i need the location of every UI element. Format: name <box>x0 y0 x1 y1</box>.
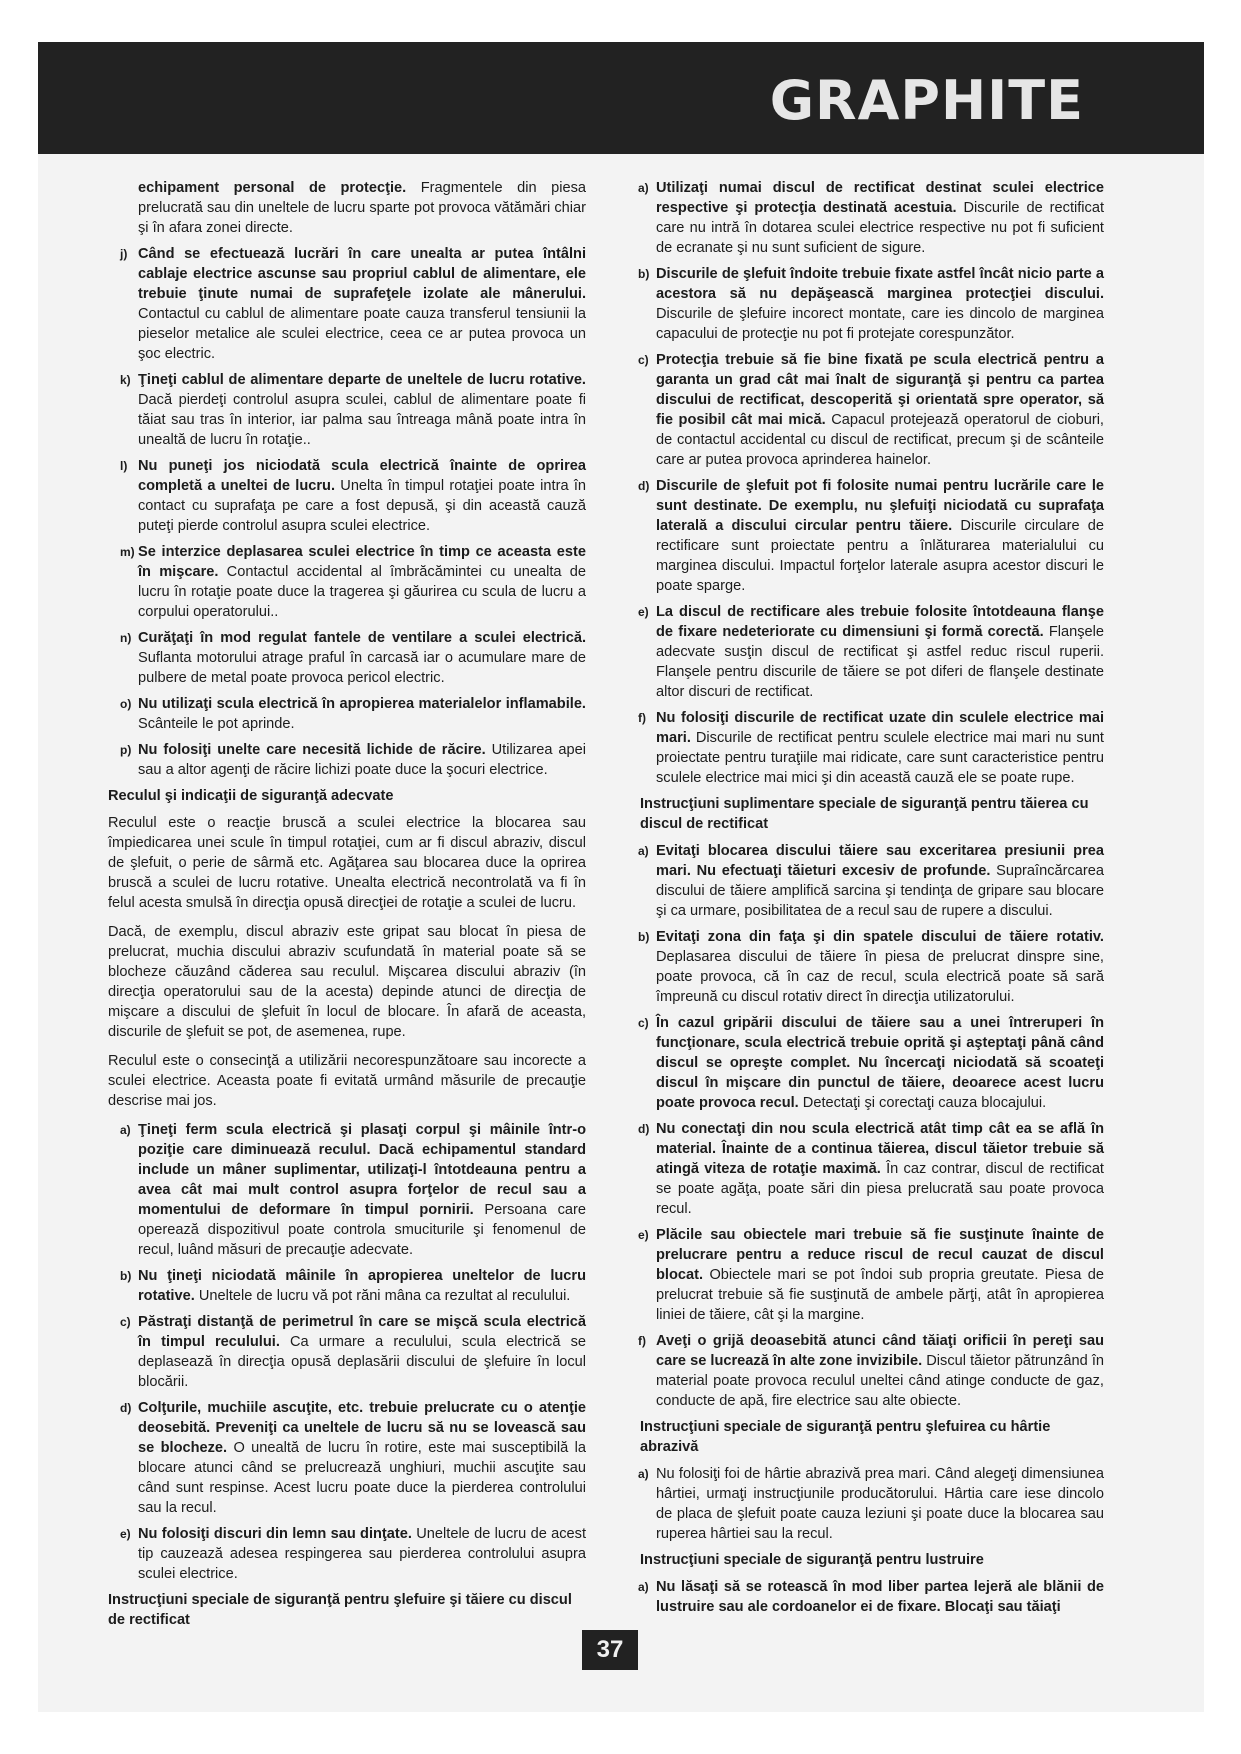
item-marker: a) <box>638 844 649 858</box>
item-marker: e) <box>638 1228 649 1242</box>
item-bold-text: Nu folosiţi discuri din lemn sau dinţate. <box>138 1526 412 1542</box>
item-marker: a) <box>120 1123 131 1137</box>
item-marker: f) <box>638 1334 646 1348</box>
item-text: Discurile de şlefuire incorect montate, care ies dincolo de marginea capacului de protecţie nu pot fi protejate corespunzător. <box>656 306 1104 342</box>
item-marker: a) <box>638 1467 649 1481</box>
list-item <box>122 1398 586 1518</box>
item-text: Flanşele adecvate susţin discul de rectificat şi astfel reduc riscul ruperii. Flanşele pentru discurile de tăiere se pot diferi de flanşele destinate altor discuri de rectificat. <box>656 624 1104 700</box>
item-text: Uneltele de lucru de acest tip cauzează adesea respingerea sau pierderea controlului asupra sculei electrice. <box>138 1526 586 1582</box>
item-bold-text: Nu utilizaţi scula electrică în apropierea materialelor inflamabile. <box>138 696 586 712</box>
item-bold-text: Nu folosiţi discurile de rectificat uzate din sculele electrice mai mari. <box>656 710 1104 746</box>
item-marker: n) <box>120 631 132 645</box>
item-bold-text: Utilizaţi numai discul de rectificat destinat sculei electrice respective şi protecţia destinată acestuia. <box>656 180 1104 216</box>
item-text: Discul tăietor pătrunzând în material poate provoca reculul uneltei când atinge conducte de gaz, conducte de apă, fire electrice sau alte obiecte. <box>656 1353 1104 1409</box>
item-text: Obiectele mari se pot îndoi sub propria greutate. Piesa de prelucrat trebuie să fie susţinută de ambele părţi, atât în apropierea liniei de tăiere, cât şi la margine. <box>656 1267 1104 1323</box>
left-safety-list <box>122 244 586 780</box>
header-bar <box>38 42 1204 154</box>
item-text: Suflanta motorului atrage praful în carcasă iar o acumulare mare de pulbere de metal poate provoca pericol electric. <box>138 650 586 686</box>
list-item <box>640 841 1104 921</box>
disc-list <box>640 178 1104 788</box>
item-text: Unelta în timpul rotaţiei poate intra în contact cu suprafaţa pe care a fost depusă, şi din această cauză puteţi pierde controlul asupra sculei electrice. <box>138 478 586 534</box>
item-text: Ca urmare a reculului, scula electrică se deplasează în direcţia opusă deplasării discului de şlefuire în locul blocării. <box>138 1334 586 1390</box>
item-text: Contactul cu cablul de alimentare poate cauza transferul tensiunii la pieselor metalice ale sculei electrice, ceea ce ar putea provoca un şoc electric. <box>138 306 586 362</box>
item-marker: b) <box>120 1269 132 1283</box>
item-bold-text: Nu puneţi jos niciodată scula electrică înainte de oprirea completă a uneltei de lucru. <box>138 458 586 494</box>
item-bold-text: Ţineţi cablul de alimentare departe de uneltele de lucru rotative. <box>138 372 586 388</box>
list-item <box>640 1119 1104 1219</box>
list-item <box>122 456 586 536</box>
left-column <box>108 178 587 1637</box>
item-marker: j) <box>120 247 128 261</box>
item-bold-text: La discul de rectificare ales trebuie folosite întotdeauna flanşe de fixare nedeteriorate cu dimensiuni şi formă corectă. <box>656 604 1104 640</box>
item-marker: p) <box>120 743 132 757</box>
item-bold-text: Se interzice deplasarea sculei electrice în timp ce aceasta este în mişcare. <box>138 544 586 580</box>
list-item <box>640 1013 1104 1113</box>
item-marker: b) <box>638 267 650 281</box>
item-text: Detectaţi şi corectaţi cauza blocajului. <box>798 1095 1047 1111</box>
item-bold-text: Când se efectuează lucrări în care unealta ar putea întâlni cablaje electrice ascunse sau propriul cablul de alimentare, ele trebuie ţinute numai de suprafeţele izolate ale mânerului. <box>138 246 586 302</box>
item-text: Discurile de rectificat care nu intră în dotarea sculei electrice respective nu pot fi suficient de ecranate şi nu sunt suficient de sigure. <box>656 200 1105 256</box>
recul-paragraphs <box>108 813 586 1111</box>
item-marker: c) <box>638 1016 649 1030</box>
item-text: Deplasarea discului de tăiere în piesa de prelucrat dinspre sine, poate provoca, că în caz de recul, scula electrică poate să sară împreună cu discul rotativ direct în direcţia utilizatorului. <box>656 949 1104 1005</box>
list-item <box>122 542 586 622</box>
list-item <box>122 628 586 688</box>
item-text: Capacul protejează operatorul de cioburi, de contactul accidental cu discul de rectificat, precum şi de scânteile care ar putea provoca aprinderea hainelor. <box>656 412 1104 468</box>
brand-logo: GRAPHITE <box>769 69 1084 132</box>
item-bold-text: Plăcile sau obiectele mari trebuie să fie susţinute înainte de prelucrare pentru a reduce riscul de recul cauzat de discul blocat. <box>656 1227 1104 1283</box>
body-paragraph: Reculul este o reacţie bruscă a sculei electrice la blocarea sau împiedicarea unei scule în timpul rotaţiei, cum ar fi discul abraziv, discul de şlefuit, o perie de sârmă etc. Agăţarea sau blocarea duce la oprirea bruscă a sculei de lucru rotative. Unealta electrică necontrolată va fi în felul acesta smulsă în direcţia opusă direcţiei de rotaţie a sculei de lucru. <box>108 815 586 911</box>
item-marker: l) <box>120 459 128 473</box>
item-bold-text: Colţurile, muchiile ascuţite, etc. trebuie prelucrate cu o atenţie deosebită. Preveniţi ca uneltele de lucru să nu se lovească sau se blocheze. <box>138 1400 586 1456</box>
section-heading-recul: Reculul şi indicaţii de siguranţă adecvate <box>108 788 394 804</box>
item-bold-text: Nu lăsaţi să se rotească în mod liber partea lejeră ale blănii de lustruire sau ale cordoanelor ei de fixare. Blocaţi sau tăiaţi <box>656 1579 1104 1615</box>
list-item <box>640 927 1104 1007</box>
right-column <box>640 178 1104 1623</box>
list-item <box>122 1266 586 1306</box>
cutting-list <box>640 841 1104 1411</box>
list-item <box>640 178 1104 258</box>
list-item <box>640 1331 1104 1411</box>
item-marker: c) <box>120 1315 131 1329</box>
section-heading-slefuire: Instrucţiuni speciale de siguranţă pentru şlefuire şi tăiere cu discul de rectificat <box>108 1592 572 1628</box>
list-item <box>122 740 586 780</box>
item-text: O unealtă de lucru în rotire, este mai susceptibilă la blocare atunci când se prelucrează unghiuri, muchii ascuţite sau când sunt respinse. Acest lucru poate duce la pierderea controlului sau la recul. <box>138 1440 586 1516</box>
list-item <box>640 1464 1104 1544</box>
list-item <box>122 1312 586 1392</box>
intro-paragraph: echipament personal de protecţie. Fragmentele din piesa prelucrată sau din uneltele de lucru sparte pot provoca vătămări chiar şi în afara zonei directe. <box>138 180 587 236</box>
item-marker: d) <box>638 479 650 493</box>
item-marker: f) <box>638 711 646 725</box>
item-text: În caz contrar, discul de rectificat se poate agăţa, poate sări din piesa prelucrată sau poate provoca recul. <box>656 1161 1104 1217</box>
list-item <box>122 1524 586 1584</box>
body-paragraph: Reculul este o consecinţă a utilizării necorespunzătoare sau incorecte a sculei electrice. Aceasta poate fi evitată urmând măsurile de precauţie descrise mai jos. <box>108 1053 586 1109</box>
item-marker: d) <box>638 1122 650 1136</box>
section-heading-lustruire: Instrucţiuni speciale de siguranţă pentru lustruire <box>640 1552 984 1568</box>
item-bold-text: Evitaţi zona din faţa şi din spatele discului de tăiere rotativ. <box>656 929 1104 945</box>
item-bold-text: Evitaţi blocarea discului tăiere sau exceritarea presiunii prea mari. Nu efectuaţi tăieturi excesiv de profunde. <box>656 843 1104 879</box>
item-marker: b) <box>638 930 650 944</box>
item-text: Contactul accidental al îmbrăcămintei cu unealta de lucru în rotaţie poate duce la tragerea şi găurirea cu scula de lucru a corpului operatorului.. <box>138 564 586 620</box>
item-text: Discurile de rectificat pentru sculele electrice mai mari nu sunt proiectate pentru turaţiile mai ridicate, care sunt caracteristice pentru sculele electrice mai mici şi din această cauză ele se poate rupe. <box>656 730 1104 786</box>
item-marker: m) <box>120 545 135 559</box>
item-bold-text: Nu conectaţi din nou scula electrică atât timp cât ea se află în material. Înainte de a continua tăierea, discul tăietor trebuie să atingă viteza de rotaţie maximă. <box>656 1121 1104 1177</box>
list-item <box>122 244 586 364</box>
item-text: Supraîncărcarea discului de tăiere amplifică sarcina şi tendinţa de gripare sau blocare şi ca urmare, posibilitatea de a recul sau de rupere a discului. <box>656 863 1104 919</box>
list-item <box>640 708 1104 788</box>
list-item <box>640 264 1104 344</box>
list-item <box>640 602 1104 702</box>
item-text: Nu folosiţi foi de hârtie abrazivă prea mari. Când alegeţi dimensiunea hârtiei, urmaţi instrucţiunile producătorului. Hârtia care iese dincolo de placa de şlefuit poate cauza leziuni şi poate duce la blocarea sau ruperea hârtiei sau la recul. <box>656 1466 1104 1542</box>
item-bold-text: Protecţia trebuie să fie bine fixată pe scula electrică pentru a garanta un grad cât mai înalt de siguranţă şi pentru ca partea discului de rectificat, descoperită şi orientată spre operator, să fie posibil cât mai mică. <box>656 352 1104 428</box>
section-heading-taiere: Instrucţiuni suplimentare speciale de siguranţă pentru tăierea cu discul de rectificat <box>640 796 1089 832</box>
item-bold-text: Păstraţi distanţă de perimetrul în care se mişcă scula electrică în timpul reculului. <box>138 1314 586 1350</box>
item-bold-text: Discurile de şlefuit pot fi folosite numai pentru lucrările care le sunt destinate. De exemplu, nu şlefuiţi niciodată cu suprafaţa laterală a discului circular pentru tăiere. <box>656 478 1104 534</box>
item-bold-text: Aveţi o grijă deoasebită atunci când tăiaţi orificii în pereţi sau care se lucrează în alte zone invizibile. <box>656 1333 1104 1369</box>
item-marker: d) <box>120 1401 132 1415</box>
list-item <box>640 1225 1104 1325</box>
item-text: Discurile circulare de rectificare sunt proiectate pentru a înlăturarea materialului cu marginea discului. Impactul forţelor laterale asupra acestor discuri le poate sparge. <box>656 518 1104 594</box>
recul-list <box>122 1120 586 1584</box>
sandpaper-list <box>640 1464 1104 1544</box>
item-marker: e) <box>120 1527 131 1541</box>
list-item <box>122 1120 586 1260</box>
item-marker: k) <box>120 373 131 387</box>
list-item <box>640 1577 1104 1617</box>
item-marker: e) <box>638 605 649 619</box>
body-paragraph: Dacă, de exemplu, discul abraziv este gripat sau blocat în piesa de prelucrat, muchia discului abraziv scufundată în material poate să se blocheze căuzând căderea sau reculul. Mişcarea discului abraziv (în direcţia operatorului sau de la acesta) depinde atunci de direcţia de mişcare a discului de şlefuit în locul de blocare. În afară de aceasta, discurile de şlefuit se pot, de asemenea, rupe. <box>108 924 586 1040</box>
item-text: Dacă pierdeţi controlul asupra sculei, cablul de alimentare poate fi tăiat sau tras în interior, iar palma sau întreaga mână poate intra în unealtă de lucru în rotaţie.. <box>138 392 586 448</box>
polishing-list <box>640 1577 1104 1617</box>
item-marker: a) <box>638 1580 649 1594</box>
item-text: Persoana care operează dispozitivul poate controla smuciturile şi fenomenul de recul, luând măsuri de precauţie adecvate. <box>138 1202 586 1258</box>
item-bold-text: Ţineţi ferm scula electrică şi plasaţi corpul şi mâinile într-o poziţie care diminuează reculul. Dacă echipamentul standard include un mâner suplimentar, utilizaţi-l întotdeauna pentru a avea cât mai mult control asupra forţelor de recul sau a momentului de deformare în timpul pornirii. <box>138 1122 586 1218</box>
item-marker: c) <box>638 353 649 367</box>
page-number: 37 <box>582 1630 638 1670</box>
list-item <box>122 694 586 734</box>
item-bold-text: Discurile de şlefuit îndoite trebuie fixate astfel încât nicio parte a acestora să nu depăşească marginea protecţiei discului. <box>656 266 1104 302</box>
list-item <box>122 370 586 450</box>
item-text: Uneltele de lucru vă pot răni mâna ca rezultat al reculului. <box>194 1288 571 1304</box>
item-text: Utilizarea apei sau a altor agenţi de răcire lichizi poate duce la şocuri electrice. <box>138 742 586 778</box>
list-item <box>640 350 1104 470</box>
item-bold-text: În cazul gripării discului de tăiere sau a unei întreruperi în funcţionare, scula electrică trebuie oprită şi aşteptaţi până când discul se opreşte complet. Nu încercaţi niciodată să scoateţi discul în mişcare din punctul de tăiere, deoarece acest lucru poate provoca recul. <box>656 1015 1104 1111</box>
item-marker: a) <box>638 181 649 195</box>
item-text: Scânteile le pot aprinde. <box>138 716 295 732</box>
item-bold-text: Nu folosiţi unelte care necesită lichide de răcire. <box>138 742 486 758</box>
item-marker: o) <box>120 697 132 711</box>
item-bold-text: Curăţaţi în mod regulat fantele de ventilare a sculei electrică. <box>138 630 586 646</box>
item-bold-text: Nu ţineţi niciodată mâinile în apropierea uneltelor de lucru rotative. <box>138 1268 586 1304</box>
list-item <box>640 476 1104 596</box>
section-heading-hartie: Instrucţiuni speciale de siguranţă pentru şlefuirea cu hârtie abrazivă <box>640 1419 1051 1455</box>
